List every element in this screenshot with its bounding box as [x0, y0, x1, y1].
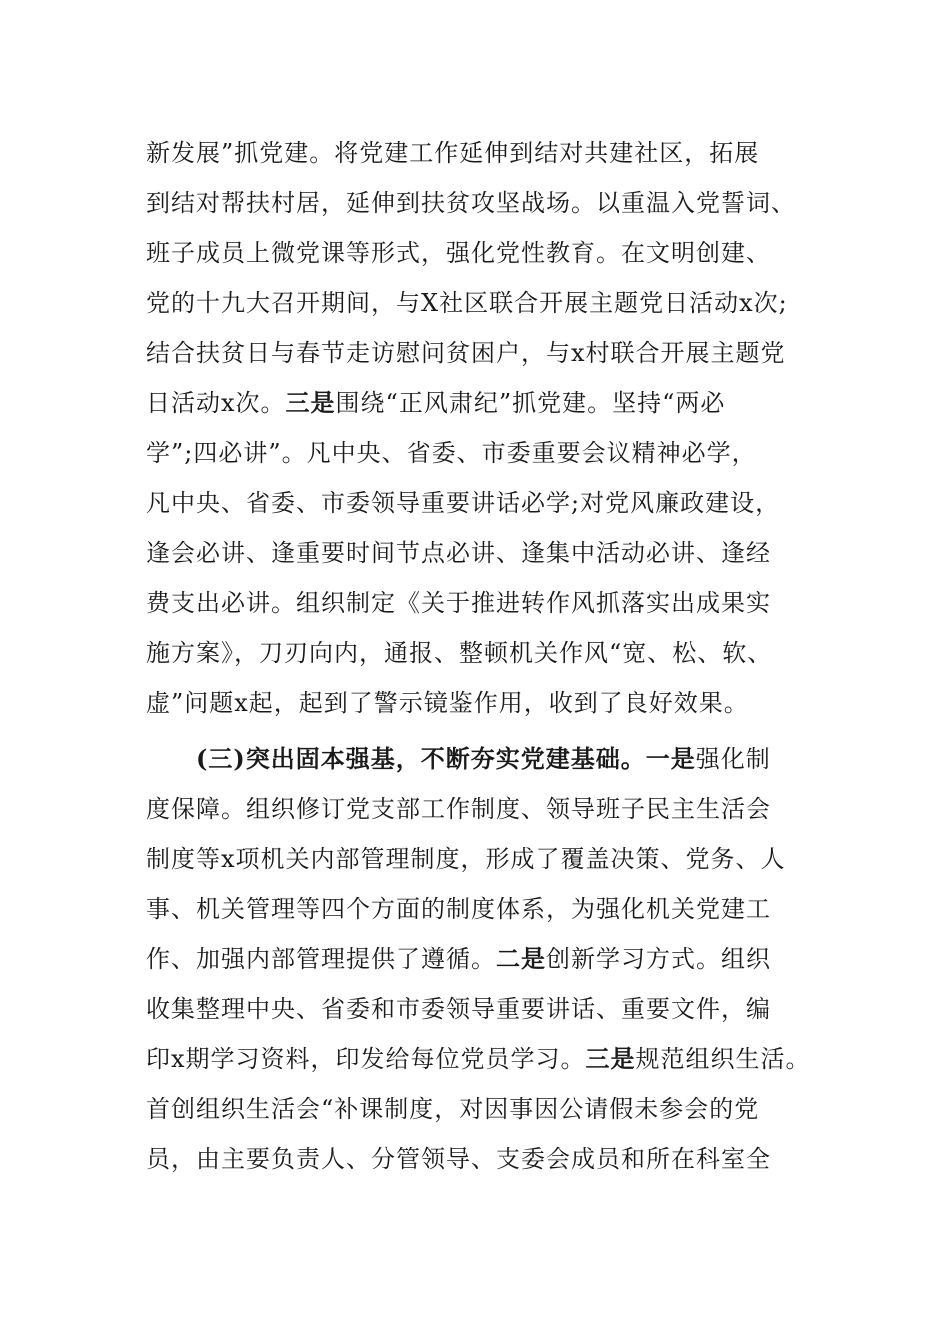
text-run: 班子成员上微党课等形式，强化党性教育。在文明创建、	[146, 239, 771, 267]
text-run: 员，由主要负责人、分管领导、支委会成员和所在科室全	[146, 1145, 771, 1173]
text-line	[146, 278, 836, 328]
text-run: 学”;四必讲”。凡中央、省委、市委重要会议精神必学，	[146, 439, 757, 467]
paragraph-2	[146, 734, 836, 1184]
text-run: 施方案》，刀刃向内，通报、整顿机关作风“宽、松、软、	[146, 639, 773, 667]
text-line	[146, 328, 836, 378]
text-line	[146, 1134, 836, 1184]
text-line	[146, 128, 836, 178]
text-line	[146, 378, 836, 428]
bold-text-run: 三是	[585, 1044, 636, 1073]
bold-text-run: 二是	[496, 944, 546, 973]
text-run: 日活动x次。	[146, 389, 286, 417]
text-run: 事、机关管理等四个方面的制度体系，为强化机关党建工	[146, 895, 771, 923]
text-run: 党的十九大召开期间，与X社区联合开展主题党日活动x次;	[146, 289, 788, 317]
text-line	[146, 934, 836, 984]
text-line	[146, 1034, 836, 1084]
text-line	[146, 178, 836, 228]
bold-text-run: 一是	[645, 744, 696, 773]
paragraph-1	[146, 128, 836, 728]
text-line	[146, 834, 836, 884]
text-run: 首创组织生活会“补课制度，对因事因公请假未参会的党	[146, 1095, 760, 1123]
text-run: 费支出必讲。组织制定《关于推进转作风抓落实出成果实	[146, 589, 771, 617]
text-run: 逢会必讲、逢重要时间节点必讲、逢集中活动必讲、逢经	[146, 539, 771, 567]
text-run: 作、加强内部管理提供了遵循。	[146, 945, 496, 973]
text-run: 度保障。组织修订党支部工作制度、领导班子民主生活会	[146, 795, 771, 823]
text-run: 收集整理中央、省委和市委领导重要讲话、重要文件，编	[146, 995, 771, 1023]
text-line	[146, 478, 836, 528]
text-line	[146, 1084, 836, 1134]
text-line	[146, 678, 836, 728]
text-run: 到结对帮扶村居，延伸到扶贫攻坚战场。以重温入党誓词、	[146, 189, 796, 217]
text-line	[146, 528, 836, 578]
text-run: 制度等x项机关内部管理制度，形成了覆盖决策、党务、人	[146, 845, 786, 873]
text-line	[146, 784, 836, 834]
text-run: 规范组织生活。	[635, 1045, 811, 1073]
text-line	[146, 428, 836, 478]
text-run: 创新学习方式。组织	[546, 945, 771, 973]
text-line	[146, 228, 836, 278]
text-run: 印x期学习资料，印发给每位党员学习。	[146, 1045, 586, 1073]
text-run: 虚”问题x起，起到了警示镜鉴作用，收到了良好效果。	[146, 689, 749, 717]
text-run: 新发展”抓党建。将党建工作延伸到结对共建社区，拓展	[146, 139, 760, 167]
text-line	[146, 884, 836, 934]
text-line	[146, 628, 836, 678]
text-line	[146, 734, 836, 784]
text-line	[146, 578, 836, 628]
text-run: 凡中央、省委、市委领导重要讲话必学;对党风廉政建设，	[146, 489, 781, 517]
bold-text-run: 三是	[285, 388, 336, 417]
text-line	[146, 984, 836, 1034]
text-run: 围绕“正风肃纪”抓党建。坚持“两必	[335, 389, 726, 417]
bold-text-run: (三)突出固本强基，不断夯实党建基础。	[196, 744, 646, 773]
text-run: 结合扶贫日与春节走访慰问贫困户，与x村联合开展主题党	[146, 339, 786, 367]
text-run: 强化制	[695, 745, 771, 773]
